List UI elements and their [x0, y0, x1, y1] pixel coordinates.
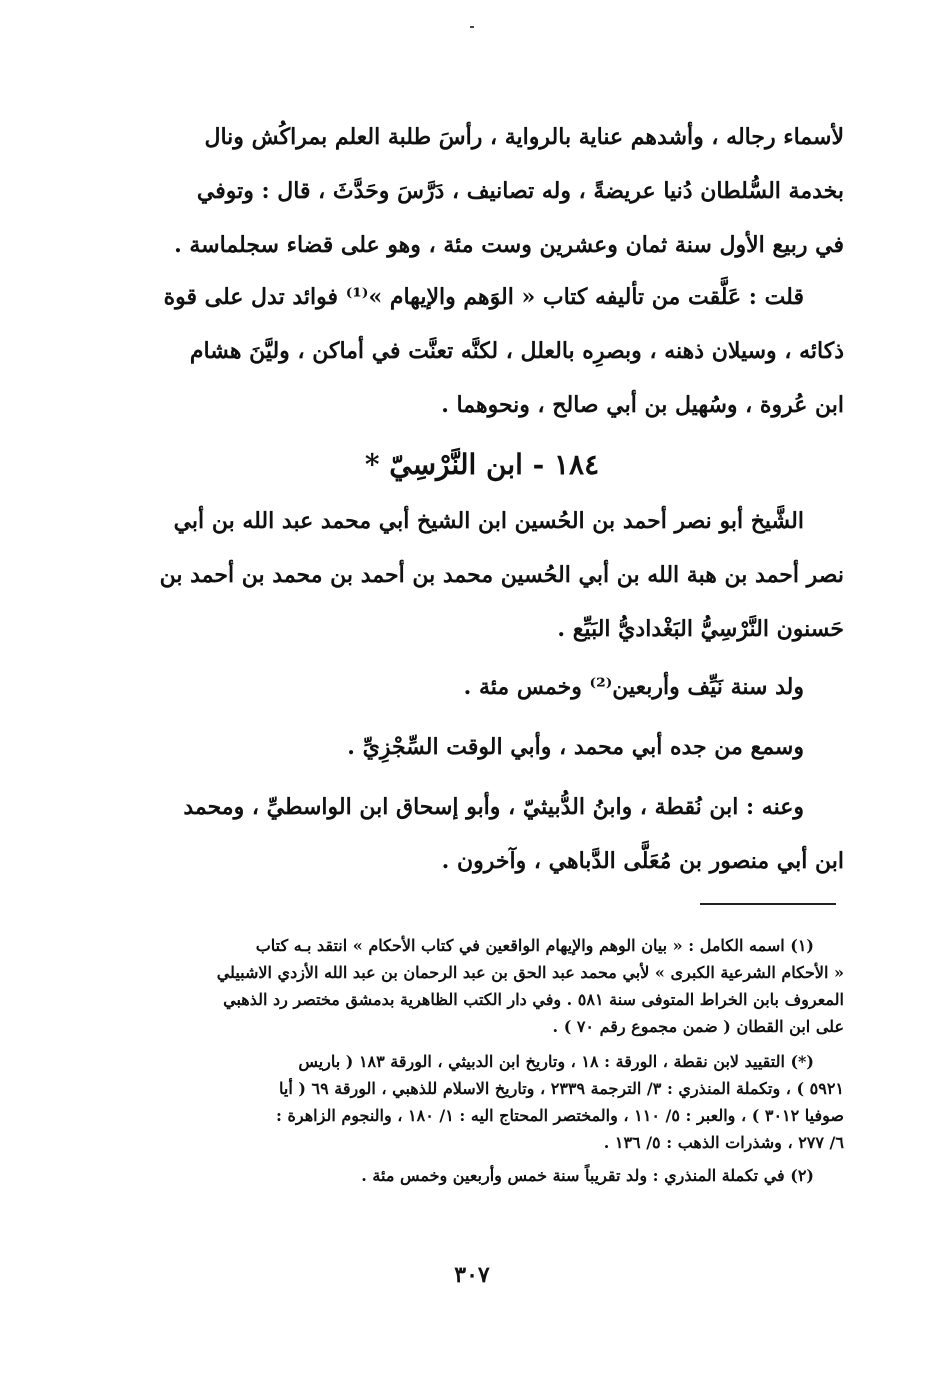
intro-line: بخدمة السُّلطان دُنيا عريضةً ، وله تصانيف ، دَرَّسَ وحَدَّثَ ، قال : وتوفي [196, 178, 844, 204]
footnote-line: ٦/ ٢٧٧ ، وشذرات الذهب : ٥/ ١٣٦ . [603, 1133, 844, 1152]
footnote-line: (١) اسمه الكامل : « بيان الوهم والإيهام الواقعين في كتاب الأحكام » انتقد بـه كتاب [255, 936, 814, 955]
entry-heading: ١٨٤ - ابن النَّرْسِيّ * [364, 448, 600, 481]
intro-line: في ربيع الأول سنة ثمان وعشرين وست مئة ، وهو على قضاء سجلماسة . [174, 232, 844, 258]
footnote-line: صوفيا ٣٠١٢ ) ، والعبر : ٥/ ١١٠ ، والمختصر المحتاج اليه : ١/ ١٨٠ ، والنجوم الزاهرة : [276, 1106, 844, 1125]
footnote-line: على ابن القطان ( ضمن مجموع رقم ٧٠ ) . [552, 1017, 844, 1036]
note-line: ذكائه ، وسيلان ذهنه ، وبصرِه بالعلل ، لكنَّه تعنَّت في أماكن ، وليَّنَ هشام [189, 338, 844, 364]
entry-line: وعنه : ابن نُقطة ، وابنُ الدُّبيثيّ ، وأبو إسحاق ابن الواسطيِّ ، ومحمد [183, 794, 804, 820]
entry-line: حَسنون النَّرْسِيُّ البَغْداديُّ البَيِّع . [557, 616, 844, 642]
author-note-paragraph [120, 270, 844, 432]
note-line: ابن عُروة ، وسُهيل بن أبي صالح ، ونحوهما . [441, 392, 844, 418]
entry-line: ولد سنة نَيِّف وأربعين⁽²⁾ وخمس مئة . [463, 674, 804, 700]
top-mark [470, 26, 474, 28]
footnote-separator [700, 903, 836, 905]
footnote-line: (٢) في تكملة المنذري : ولد تقريباً سنة خمس وأربعين وخمس مئة . [361, 1166, 814, 1185]
page-number: ٣٠٧ [454, 1262, 490, 1288]
footnote-line: « الأحكام الشرعية الكبرى » لأبي محمد عبد الحق بن عبد الرحمان بن عبد الله الأزدي الاشبيلي [216, 963, 844, 982]
entry-line: الشَّيخ أبو نصر أحمد بن الحُسين ابن الشيخ أبي محمد عبد الله بن أبي [173, 508, 804, 534]
footnote-line: (*) التقييد لابن نقطة ، الورقة : ١٨ ، وتاريخ ابن الدبيثي ، الورقة ١٨٣ ( باريس [298, 1052, 814, 1071]
entry-body [120, 494, 844, 888]
intro-line: لأسماء رجاله ، وأشدهم عناية بالرواية ، رأسَ طلبة العلم بمراكُش ونال [204, 124, 844, 150]
note-line: قلت : عَلَّقت من تأليفه كتاب « الوَهم والإيهام »⁽¹⁾ فوائد تدل على قوة [163, 284, 804, 310]
footnotes [120, 932, 844, 1189]
footnote-line: ٥٩٢١ ) ، وتكملة المنذري : ٣/ الترجمة ٢٣٣٩ ، وتاريخ الاسلام للذهبي ، الورقة ٦٩ ( أيا [279, 1079, 844, 1098]
entry-line: نصر أحمد بن هبة الله بن أبي الحُسين محمد بن أحمد بن محمد بن أحمد بن [159, 562, 844, 588]
entry-line: ابن أبي منصور بن مُعَلَّى الدَّباهي ، وآخرون . [441, 848, 844, 874]
footnote-line: المعروف بابن الخراط المتوفى سنة ٥٨١ . وفي دار الكتب الظاهرية بدمشق مختصر رد الذهبي [223, 990, 844, 1009]
intro-paragraph [120, 110, 844, 272]
entry-line: وسمع من جده أبي محمد ، وأبي الوقت السِّجْزِيِّ . [347, 734, 804, 760]
